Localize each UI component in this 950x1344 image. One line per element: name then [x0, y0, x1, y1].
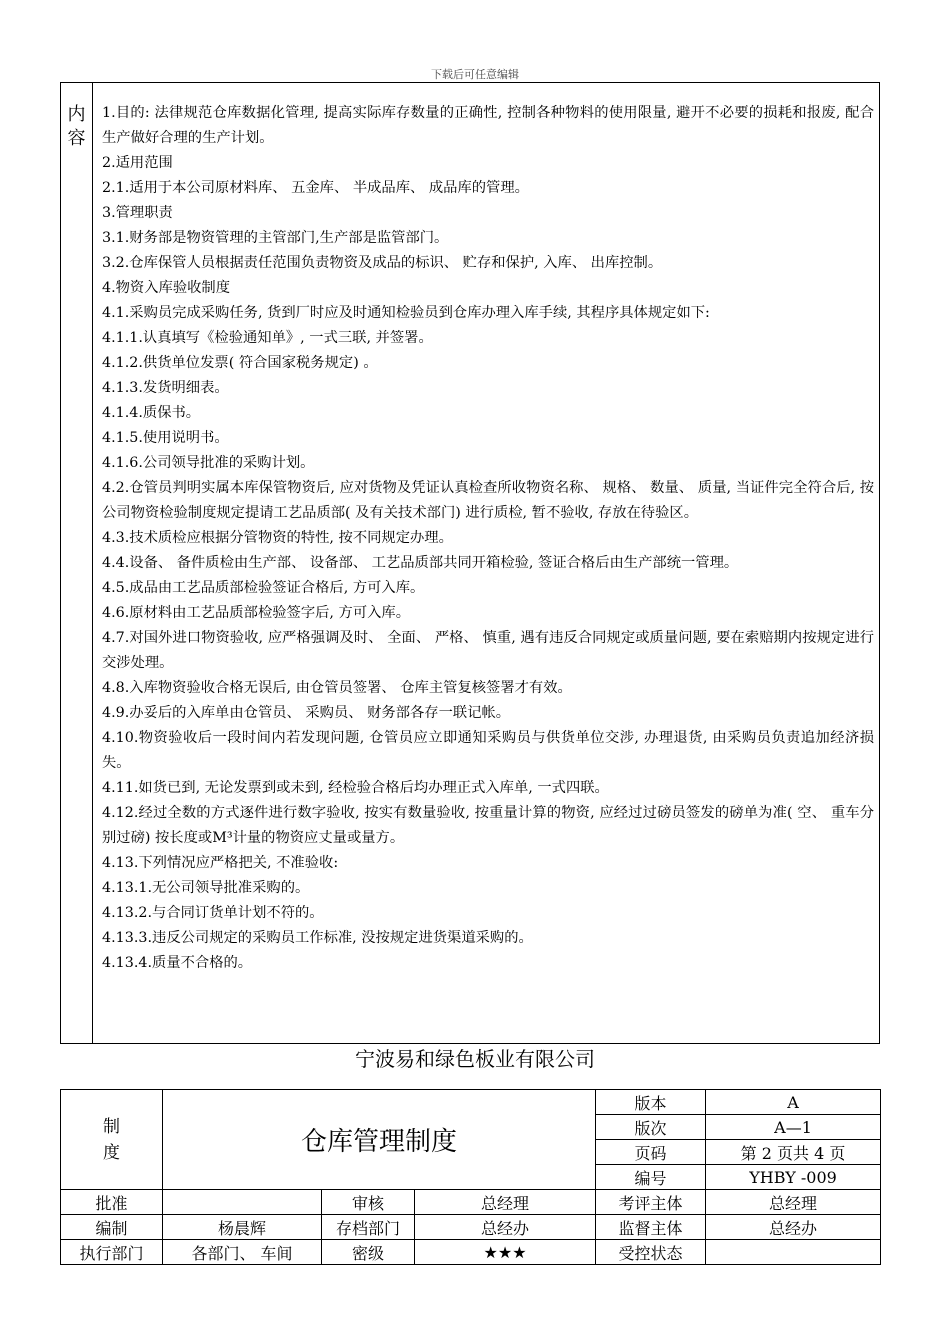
- page-value: 第 2 页共 4 页: [706, 1140, 881, 1165]
- paragraph: 4.10.物资验收后一段时间内若发现问题, 仓管员应立即通知采购员与供货单位交涉, 办理退货, 由采购员负责追加经济损失。: [102, 730, 874, 771]
- exec-dept-value: 各部门、 车间: [163, 1240, 322, 1265]
- paragraph: 4.1.6.公司领导批准的采购计划。: [102, 455, 315, 471]
- paragraph: 2.1.适用于本公司原材料库、 五金库、 半成品库、 成品库的管理。: [102, 180, 529, 196]
- archive-dept-value: 总经办: [415, 1215, 596, 1240]
- document-control-table: [60, 1089, 881, 1265]
- paragraph: 2.适用范围: [102, 155, 173, 171]
- version-value: A: [706, 1090, 881, 1115]
- content-box: [60, 82, 880, 1044]
- paragraph: 4.1.1.认真填写《检验通知单》, 一式三联, 并签署。: [102, 330, 433, 346]
- doc-title: 仓库管理制度: [163, 1090, 596, 1190]
- paragraph: 4.3.技术质检应根据分管物资的特性, 按不同规定办理。: [102, 530, 453, 546]
- exec-dept-label: 执行部门: [61, 1240, 163, 1265]
- company-name: 宁波易和绿色板业有限公司: [355, 1047, 595, 1071]
- paragraph: 3.2.仓库保管人员根据责任范围负责物资及成品的标识、 贮存和保护, 入库、 出库控制。: [102, 255, 663, 271]
- archive-dept-label: 存档部门: [322, 1215, 415, 1240]
- content-label-char: 容: [67, 128, 86, 149]
- paragraph: 4.1.2.供货单位发票( 符合国家税务规定) 。: [102, 355, 378, 371]
- evaluator-label: 考评主体: [596, 1190, 706, 1215]
- review-label: 审核: [322, 1190, 415, 1215]
- paragraph: 4.13.2.与合同订货单计划不符的。: [102, 905, 324, 921]
- doc-type-char: 制: [103, 1116, 120, 1137]
- content-label: [61, 83, 93, 1043]
- revision-label: 版次: [596, 1115, 706, 1140]
- paragraph: 4.13.3.违反公司规定的采购员工作标准, 没按规定进货渠道采购的。: [102, 930, 533, 946]
- review-value: 总经理: [415, 1190, 596, 1215]
- secrecy-value: ★★★: [415, 1240, 596, 1265]
- revision-value: A—1: [706, 1115, 881, 1140]
- doc-number-value: YHBY -009: [706, 1165, 881, 1190]
- paragraph: 3.管理职责: [102, 205, 173, 221]
- secrecy-label: 密级: [322, 1240, 415, 1265]
- version-label: 版本: [596, 1090, 706, 1115]
- author-label: 编制: [61, 1215, 163, 1240]
- approve-label: 批准: [61, 1190, 163, 1215]
- control-status-value: [706, 1240, 881, 1265]
- paragraph: 4.1.3.发货明细表。: [102, 380, 229, 396]
- paragraph: 4.13.1.无公司领导批准采购的。: [102, 880, 310, 896]
- paragraph: 4.6.原材料由工艺品质部检验签字后, 方可入库。: [102, 605, 411, 621]
- paragraph: 4.5.成品由工艺品质部检验签证合格后, 方可入库。: [102, 580, 425, 596]
- paragraph: 4.1.采购员完成采购任务, 货到厂时应及时通知检验员到仓库办理入库手续, 其程序具体规定如下:: [102, 305, 710, 321]
- approve-value: [163, 1190, 322, 1215]
- paragraph: 4.2.仓管员判明实属本库保管物资后, 应对货物及凭证认真检查所收物资名称、 规格、 数量、 质量, 当证件完全符合后, 按公司物资检验制度规定提请工艺品质部( 及有关技术部门) 进行质检, 暂不验收, 存放在待验区。: [102, 480, 874, 521]
- paragraph: 1.目的: 法律规范仓库数据化管理, 提高实际库存数量的正确性, 控制各种物料的使用限量, 避开不必要的损耗和报废, 配合生产做好合理的生产计划。: [102, 105, 874, 146]
- evaluator-value: 总经理: [706, 1190, 881, 1215]
- paragraph: 4.13.下列情况应严格把关, 不准验收:: [102, 855, 339, 871]
- supervisor-value: 总经办: [706, 1215, 881, 1240]
- author-value: 杨晨辉: [163, 1215, 322, 1240]
- paragraph: 4.11.如货已到, 无论发票到或未到, 经检验合格后均办理正式入库单, 一式四联。: [102, 780, 609, 796]
- doc-type-cell: [61, 1090, 163, 1190]
- paragraph: 4.1.4.质保书。: [102, 405, 201, 421]
- paragraph: 4.7.对国外进口物资验收, 应严格强调及时、 全面、 严格、 慎重, 遇有违反合同规定或质量问题, 要在索赔期内按规定进行交涉处理。: [102, 630, 874, 671]
- paragraph: 4.9.办妥后的入库单由仓管员、 采购员、 财务部各存一联记帐。: [102, 705, 511, 721]
- paragraph: 4.8.入库物资验收合格无误后, 由仓管员签署、 仓库主管复核签署才有效。: [102, 680, 572, 696]
- control-status-label: 受控状态: [596, 1240, 706, 1265]
- watermark-text: 下载后可任意编辑: [431, 68, 519, 81]
- paragraph: 4.12.经过全数的方式逐件进行数字验收, 按实有数量验收, 按重量计算的物资, 应经过过磅员签发的磅单为准( 空、 重车分别过磅) 按长度或M³计量的物资应丈量或量方。: [102, 805, 874, 846]
- paragraph: 3.1.财务部是物资管理的主管部门,生产部是监管部门。: [102, 230, 449, 246]
- paragraph: 4.13.4.质量不合格的。: [102, 955, 253, 971]
- paragraph: 4.物资入库验收制度: [102, 280, 231, 296]
- paragraph: 4.4.设备、 备件质检由生产部、 设备部、 工艺品质部共同开箱检验, 签证合格后由生产部统一管理。: [102, 555, 739, 571]
- doc-type-char: 度: [103, 1142, 120, 1163]
- doc-number-label: 编号: [596, 1165, 706, 1190]
- paragraph: 4.1.5.使用说明书。: [102, 430, 229, 446]
- page-label: 页码: [596, 1140, 706, 1165]
- content-text: [102, 101, 874, 976]
- content-label-char: 内: [67, 104, 86, 125]
- supervisor-label: 监督主体: [596, 1215, 706, 1240]
